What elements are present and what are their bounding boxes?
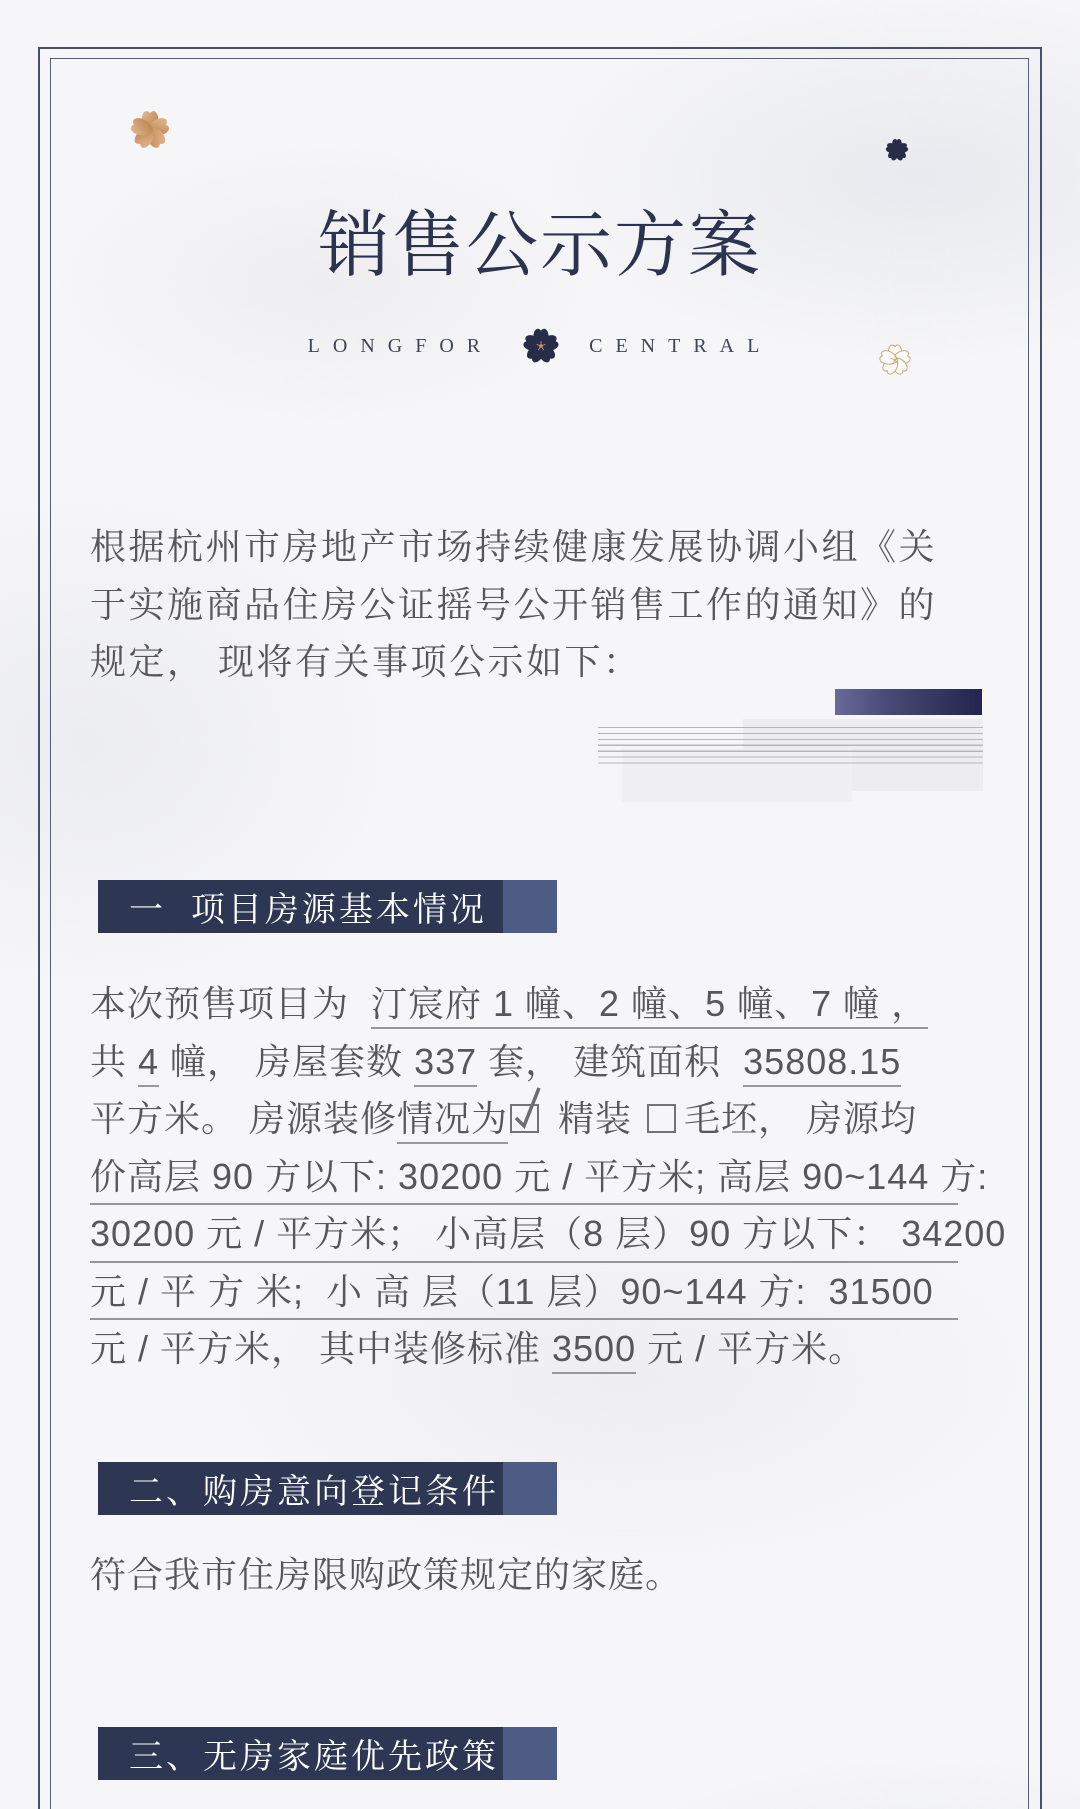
sakura-outline-icon (876, 341, 914, 379)
line-text: 幢， 房屋套数 (159, 1040, 415, 1082)
deco-gradient-bar (835, 689, 982, 715)
section3-heading-text: 三、无房家庭优先政策 (129, 1738, 499, 1776)
line-text: 本次预售项目为 (90, 983, 372, 1024)
section2-heading-bar (98, 1462, 557, 1515)
paragraph-line (90, 1090, 958, 1148)
sakura-navy-icon (883, 136, 911, 164)
sakura-gold-icon (126, 106, 174, 154)
paragraph-line (90, 975, 958, 1033)
paragraph-line (90, 1033, 958, 1091)
unchecked-checkbox-icon (647, 1104, 676, 1133)
section2-heading-text: 二、购房意向登记条件 (129, 1473, 499, 1511)
line-text: 毛坯， 房源均 (684, 1098, 918, 1139)
line-text: 元 / 平方米， 其中装修标准 (90, 1328, 553, 1369)
intro-paragraph (90, 518, 958, 691)
deco-pinstripes (598, 727, 983, 766)
brand-longfor: LONGFOR (307, 334, 494, 357)
section2-paragraph (90, 1546, 958, 1604)
intro-line: 规定， 现将有关事项公示如下： (90, 641, 642, 682)
line-text: 平方米。 房源装修 (90, 1098, 398, 1139)
section1-paragraph (90, 975, 1007, 1378)
paragraph-line: 价高层 90 方以下: 30200 元 / 平方米; 高层 90~144 方: (90, 1148, 958, 1206)
underlined-value: 35808.15 (743, 1041, 901, 1087)
paragraph-line: 符合我市住房限购政策规定的家庭。 (90, 1554, 683, 1595)
underlined-value: 3500 (552, 1328, 636, 1374)
paragraph-line (90, 1320, 958, 1378)
underlined-value: 337 (414, 1041, 477, 1087)
heading-bar-accent (503, 1727, 557, 1780)
line-text: 元 / 平方米。 (636, 1328, 866, 1369)
underlined-value: 汀宸府 1 幢、2 幢、5 幢、7 幢 ， (371, 983, 928, 1029)
underlined-value: 4 (138, 1041, 159, 1087)
brand-sakura-icon (519, 324, 563, 368)
paragraph-line: 30200 元 / 平方米； 小高层（8 层）90 方以下： 34200 (90, 1205, 958, 1263)
heading-bar-accent (503, 1462, 557, 1515)
section1-heading-bar (98, 880, 557, 933)
intro-line: 根据杭州市房地产市场持续健康发展协调小组《关 (90, 526, 938, 567)
section1-heading-text: 一 项目房源基本情况 (129, 891, 487, 929)
brand-central: CENTRAL (589, 334, 773, 357)
section3-heading-bar (98, 1727, 557, 1780)
line-text: 共 (90, 1040, 139, 1082)
paragraph-line: 元 / 平 方 米; 小 高 层（11 层）90~144 方: 31500 (90, 1263, 958, 1321)
page-title: 销售公示方案 (317, 206, 762, 286)
underlined-value: 情况为 (397, 1098, 508, 1144)
line-text: 精装 (547, 1098, 644, 1139)
intro-line: 于实施商品住房公证摇号公开销售工作的通知》的 (90, 583, 938, 625)
heading-bar-accent (503, 880, 557, 933)
brand-row (0, 322, 1080, 370)
line-text: 套， 建筑面积 (477, 1040, 744, 1082)
checked-checkbox-icon (510, 1104, 539, 1133)
